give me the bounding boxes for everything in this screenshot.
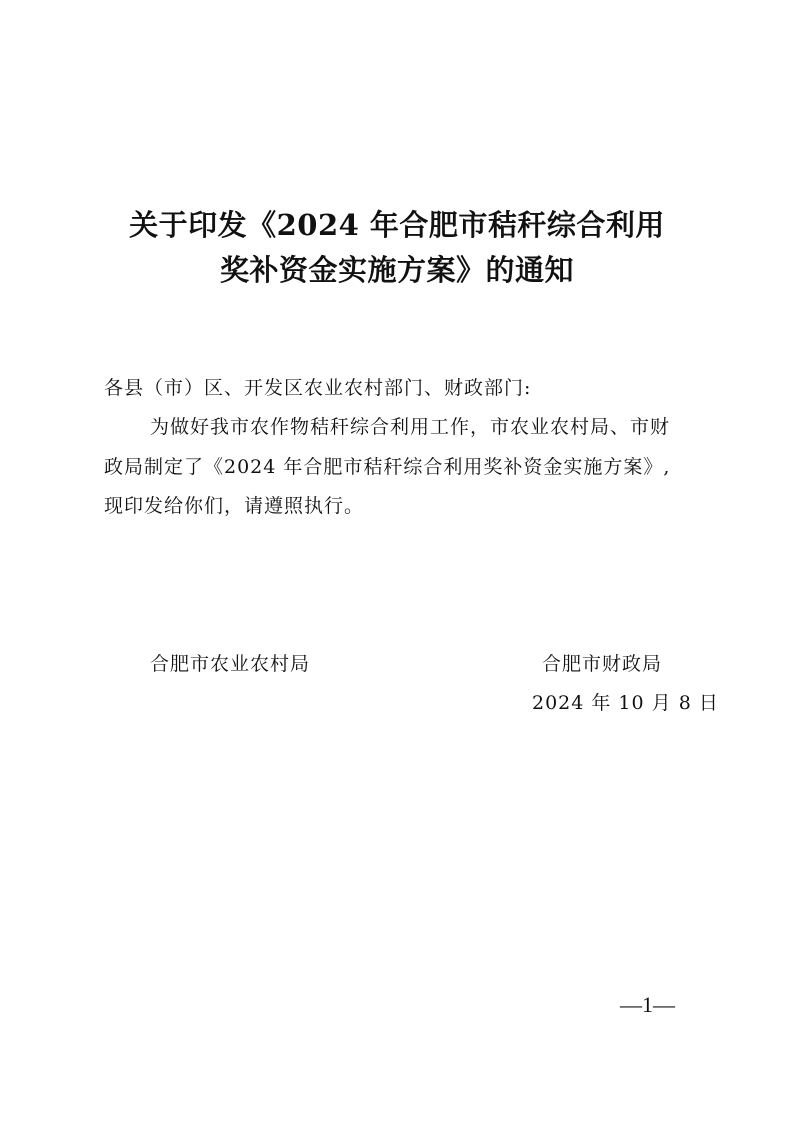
- issue-date: 2024 年 10 月 8 日: [532, 692, 719, 714]
- salutation: 各县（市）区、开发区农业农村部门、财政部门:: [104, 377, 532, 399]
- body-text-line3: 现印发给你们，请遵照执行。: [104, 495, 365, 517]
- body-text-line1: 为做好我市农作物秸秆综合利用工作，市农业农村局、市财: [150, 416, 671, 438]
- signatory-finance-bureau: 合肥市财政局: [542, 653, 663, 675]
- body-text-line2: 政局制定了《2024 年合肥市秸秆综合利用奖补资金实施方案》,: [104, 456, 671, 478]
- document-title-line2: 奖补资金实施方案》的通知: [219, 253, 574, 287]
- document-title-line1: 关于印发《2024 年合肥市秸秆综合利用: [129, 208, 665, 242]
- signatory-agriculture-bureau: 合肥市农业农村局: [150, 653, 311, 675]
- page-number: —1—: [620, 992, 675, 1017]
